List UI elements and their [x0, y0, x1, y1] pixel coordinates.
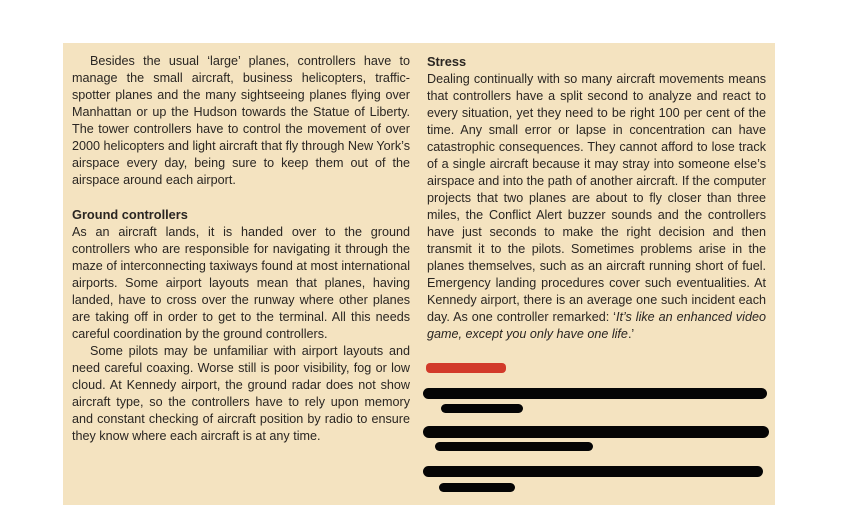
right-column [427, 53, 766, 343]
controller-quote: It’s like an enhanced video game, except you only have one life [427, 310, 766, 341]
redaction-bar [439, 483, 515, 492]
left-column [72, 53, 410, 445]
stress-heading: Stress [427, 54, 467, 69]
redaction-bar [435, 442, 593, 451]
stress-paragraph [427, 71, 766, 343]
stress-text: Dealing continually with so many aircraft movements means that controllers have a split second to analyze and react to every situation, yet they need to be right 100 per cent of the time. Any small error or lapse in concentration can have catastrophic consequences. They cannot afford to lose track of a single aircraft because it may stray into someone else’s airspace and into the path of another aircraft. If the computer projects that two planes are about to fly closer than three miles, the Conflict Alert buzzer sounds and the controllers have just seconds to make the right decision and then transmit it to the pilots. Sometimes problems arise in the planes themselves, such as an aircraft running short of fuel. Emergency landing procedures cover such eventualities. At Kennedy airport, there is an average one such incident each day. As one controller remarked: ‘ [427, 72, 766, 324]
redacted-questions-heading [426, 363, 506, 373]
ground-paragraph-1: As an aircraft lands, it is handed over to the ground controllers who are responsible for navigating it through the maze of interconnecting taxiways found at most international airports. Some airport layouts mean that planes, having landed, have to cross over the runway where other planes are taking off in order to get to the terminal. All this needs careful coordination by the ground controllers. [72, 225, 410, 341]
ground-paragraph-2: Some pilots may be unfamiliar with airport layouts and need careful coaxing. Worse still is poor visibility, fog or low cloud. At Kennedy airport, the ground radar does not show aircraft type, so the controllers have to rely upon memory and constant checking of aircraft position by radio to ensure they know where each aircraft is at any time. [72, 344, 410, 443]
ground-controllers-heading: Ground controllers [72, 207, 188, 222]
textbook-page [63, 43, 775, 505]
redaction-bar [423, 466, 763, 477]
intro-paragraph: Besides the usual ‘large’ planes, controllers have to manage the small aircraft, business helicopters, traffic-spotter planes and the many sightseeing planes flying over Manhattan or up the Hudson towards the Statue of Liberty. The tower controllers have to control the movement of over 2000 helicopters and light aircraft that fly through New York’s airspace every day, being sure to keep them out of the airspace around each airport. [72, 54, 410, 187]
redaction-bar [423, 426, 769, 438]
quote-end: .’ [627, 327, 635, 341]
redaction-bar [441, 404, 523, 413]
redaction-bar [423, 388, 767, 399]
